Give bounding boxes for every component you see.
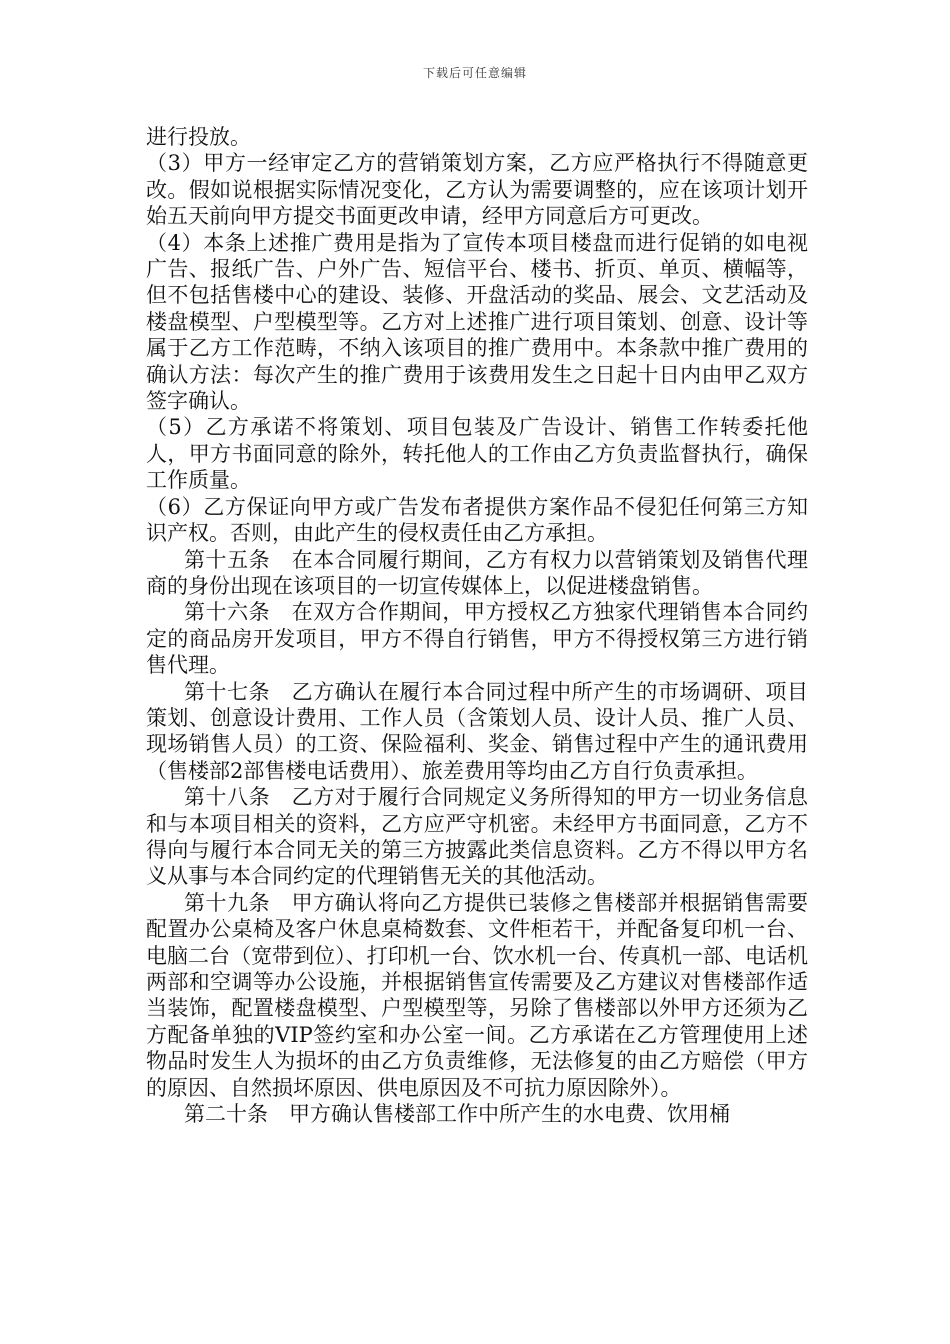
clause-item-3: （3）甲方一经审定乙方的营销策划方案，乙方应严格执行不得随意更改。假如说根据实际情况变化，乙方认为需要调整的，应在该项计划开始五天前向甲方提交书面更改申请，经甲方同意后方可更改。 [146,151,808,229]
clause-item-6: （6）乙方保证向甲方或广告发布者提供方案作品不侵犯任何第三方知识产权。否则，由此产生的侵权责任由乙方承担。 [146,494,808,546]
clause-item-4: （4）本条上述推广费用是指为了宣传本项目楼盘而进行促销的如电视广告、报纸广告、户外广告、短信平台、楼书、折页、单页、横幅等，但不包括售楼中心的建设、装修、开盘活动的奖品、展会、文艺活动及楼盘模型、户型模型等。乙方对上述推广进行项目策划、创意、设计等属于乙方工作范畴，不纳入该项目的推广费用中。本条款中推广费用的确认方法：每次产生的推广费用于该费用发生之日起十日内由甲乙双方签字确认。 [146,230,808,414]
article-17: 第十七条 乙方确认在履行本合同过程中所产生的市场调研、项目策划、创意设计费用、工作人员（含策划人员、设计人员、推广人员、现场销售人员）的工资、保险福利、奖金、销售过程中产生的通讯费用（售楼部2部售楼电话费用）、旅差费用等均由乙方自行负责承担。 [146,679,808,783]
article-18: 第十八条 乙方对于履行合同规定义务所得知的甲方一切业务信息和与本项目相关的资料，乙方应严守机密。未经甲方书面同意，乙方不得向与履行本合同无关的第三方披露此类信息资料。乙方不得以甲方名义从事与本合同约定的代理销售无关的其他活动。 [146,785,808,889]
clause-item-5: （5）乙方承诺不将策划、项目包装及广告设计、销售工作转委托他人，甲方书面同意的除外，转托他人的工作由乙方负责监督执行，确保工作质量。 [146,415,808,493]
contract-body [146,124,808,1127]
article-20: 第二十条 甲方确认售楼部工作中所产生的水电费、饮用桶 [184,1102,730,1127]
article-19: 第十九条 甲方确认将向乙方提供已装修之售楼部并根据销售需要配置办公桌椅及客户休息桌椅数套、文件柜若干，并配备复印机一台、电脑二台（宽带到位）、打印机一台、饮水机一台、传真机一部、电话机两部和空调等办公设施，并根据销售宣传需要及乙方建议对售楼部作适当装饰，配置楼盘模型、户型模型等，另除了售楼部以外甲方还须为乙方配备单独的VIP签约室和办公室一间。乙方承诺在乙方管理使用上述物品时发生人为损坏的由乙方负责维修，无法修复的由乙方赔偿（甲方的原因、自然损坏原因、供电原因及不可抗力原因除外）。 [146,890,808,1100]
page-header: 下载后可任意编辑 [422,66,527,80]
article-16: 第十六条 在双方合作期间，甲方授权乙方独家代理销售本合同约定的商品房开发项目，甲方不得自行销售，甲方不得授权第三方进行销售代理。 [146,600,808,678]
article-15: 第十五条 在本合同履行期间，乙方有权力以营销策划及销售代理商的身份出现在该项目的一切宣传媒体上，以促进楼盘销售。 [146,547,808,598]
paragraph: 进行投放。 [146,125,251,149]
